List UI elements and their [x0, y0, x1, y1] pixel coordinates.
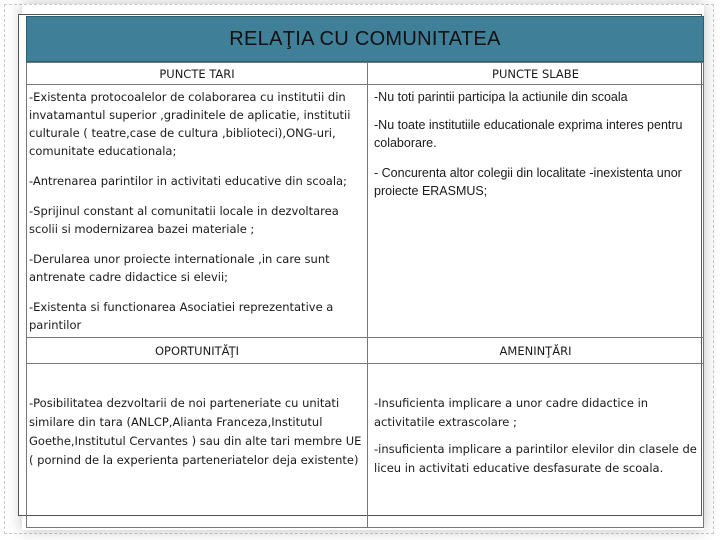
swot-body-row-top — [27, 85, 703, 338]
strengths-cell — [27, 85, 368, 337]
opportunity-item: -Posibilitatea dezvoltarii de noi parteneriate cu unitati similare din tara (ANLCP,Alianta Franceza,Institutul Goethe,Institutul Cervantes ) sau din alte tari membre UE ( pornind de la experienta parteneriatelor deja existente) — [29, 396, 362, 467]
threats-cell — [368, 364, 703, 527]
page-title: RELAŢIA CU COMUNITATEA — [229, 27, 501, 50]
weaknesses-cell — [368, 85, 703, 337]
opportunities-cell — [27, 364, 368, 527]
threat-item: -insuficienta implicare a parintilor elevilor din clasele de liceu in activitati educative desfasurate de scoala. — [374, 442, 697, 475]
swot-table — [26, 62, 704, 528]
title-bar — [26, 16, 704, 62]
swot-header-row-top — [27, 63, 703, 85]
strength-item: -Existenta si functionarea Asociatiei reprezentative a parintilor — [29, 300, 334, 332]
strength-item: -Antrenarea parintilor in activitati educative din scoala; — [29, 174, 347, 188]
strengths-header: PUNCTE TARI — [27, 63, 368, 85]
strength-item: -Existenta protocoalelor de colaborarea cu institutii din invatamantul superior ,gradinitele de aplicatie, institutii culturale ( teatre,case de cultura ,biblioteci),ONG-uri, comunitate educationala; — [29, 90, 351, 158]
swot-header-row-bottom — [27, 338, 703, 364]
strength-item: -Sprijinul constant al comunitatii locale in dezvoltarea scolii si modernizarea bazei materiale ; — [29, 204, 339, 236]
weaknesses-header: PUNCTE SLABE — [368, 63, 703, 85]
threat-item: -Insuficienta implicare a unor cadre didactice in activitatile extrascolare ; — [374, 396, 649, 429]
swot-body-row-bottom — [27, 364, 703, 527]
strength-item: -Derularea unor proiecte internationale ,in care sunt antrenate cadre didactice si elevii; — [29, 252, 330, 284]
weakness-item: -Nu toti parintii participa la actiunile din scoala — [374, 90, 628, 104]
threats-header: AMENINŢĂRI — [368, 338, 703, 364]
weakness-item: - Concurenta altor colegii din localitate -inexistenta unor proiecte ERASMUS; — [374, 166, 682, 198]
weakness-item: -Nu toate institutiile educationale exprima interes pentru colaborare. — [374, 118, 683, 150]
opportunities-header: OPORTUNITĂŢI — [27, 338, 368, 364]
